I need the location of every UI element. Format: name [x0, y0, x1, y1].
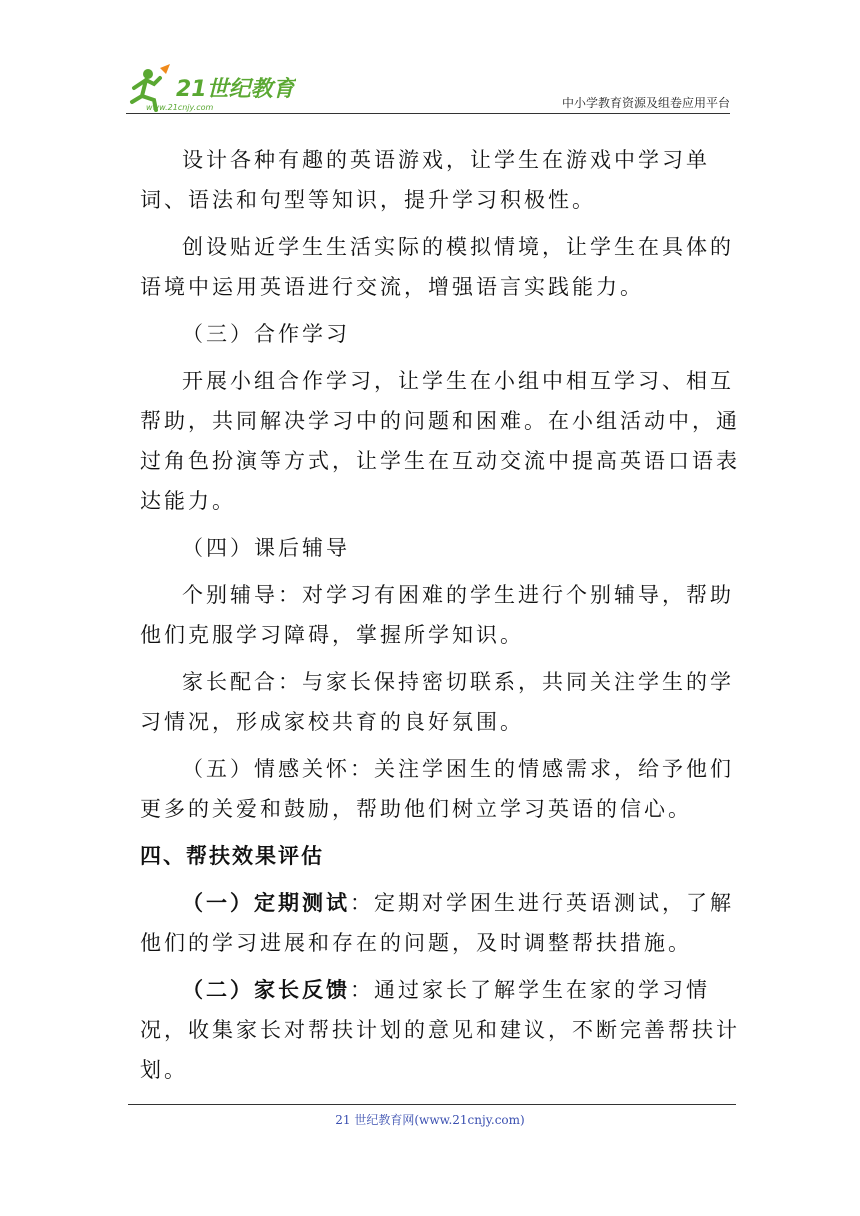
subheading: （三）合作学习 — [182, 322, 350, 346]
header-tagline: 中小学教育资源及组卷应用平台 — [561, 96, 730, 110]
paragraph: 个别辅导：对学习有困难的学生进行个别辅导，帮助他们克服学习障碍，掌握所学知识。 — [140, 583, 734, 647]
document-body — [140, 140, 740, 1090]
footer-divider — [128, 1104, 736, 1105]
paragraph — [140, 970, 740, 1090]
paragraph-lead: （二）家长反馈 — [182, 978, 350, 1002]
paragraph — [140, 883, 740, 963]
paragraph: 设计各种有趣的英语游戏，让学生在游戏中学习单词、语法和句型等知识，提升学习积极性。 — [140, 148, 710, 212]
paragraph: 创设贴近学生生活实际的模拟情境，让学生在具体的语境中运用英语进行交流，增强语言实践能力。 — [140, 235, 734, 299]
header-divider — [126, 113, 730, 114]
paragraph-text: ：定期对学困生进行英语测试，了解他们的学习进展和存在的问题，及时调整帮扶措施。 — [140, 891, 734, 955]
section-heading: 四、帮扶效果评估 — [140, 844, 324, 868]
logo-text: 21世纪教育 — [176, 77, 295, 102]
subheading: （四）课后辅导 — [182, 536, 350, 560]
paragraph: （五）情感关怀：关注学困生的情感需求，给予他们更多的关爱和鼓励，帮助他们树立学习英语的信心。 — [140, 757, 734, 821]
footer-link[interactable]: 21 世纪教育网(www.21cnjy.com) — [335, 1113, 525, 1127]
paragraph: 家长配合：与家长保持密切联系，共同关注学生的学习情况，形成家校共育的良好氛围。 — [140, 670, 734, 734]
logo-url-text: www.21cnjy.com — [146, 103, 214, 112]
site-logo — [126, 62, 296, 114]
paragraph-text: ：通过家长了解学生在家的学习情况，收集家长对帮扶计划的意见和建议，不断完善帮扶计划。 — [140, 978, 740, 1082]
paragraph-lead: （一）定期测试 — [182, 891, 350, 915]
paragraph: 开展小组合作学习，让学生在小组中相互学习、相互帮助，共同解决学习中的问题和困难。在小组活动中，通过角色扮演等方式，让学生在互动交流中提高英语口语表达能力。 — [140, 369, 740, 513]
page-header — [126, 62, 730, 118]
